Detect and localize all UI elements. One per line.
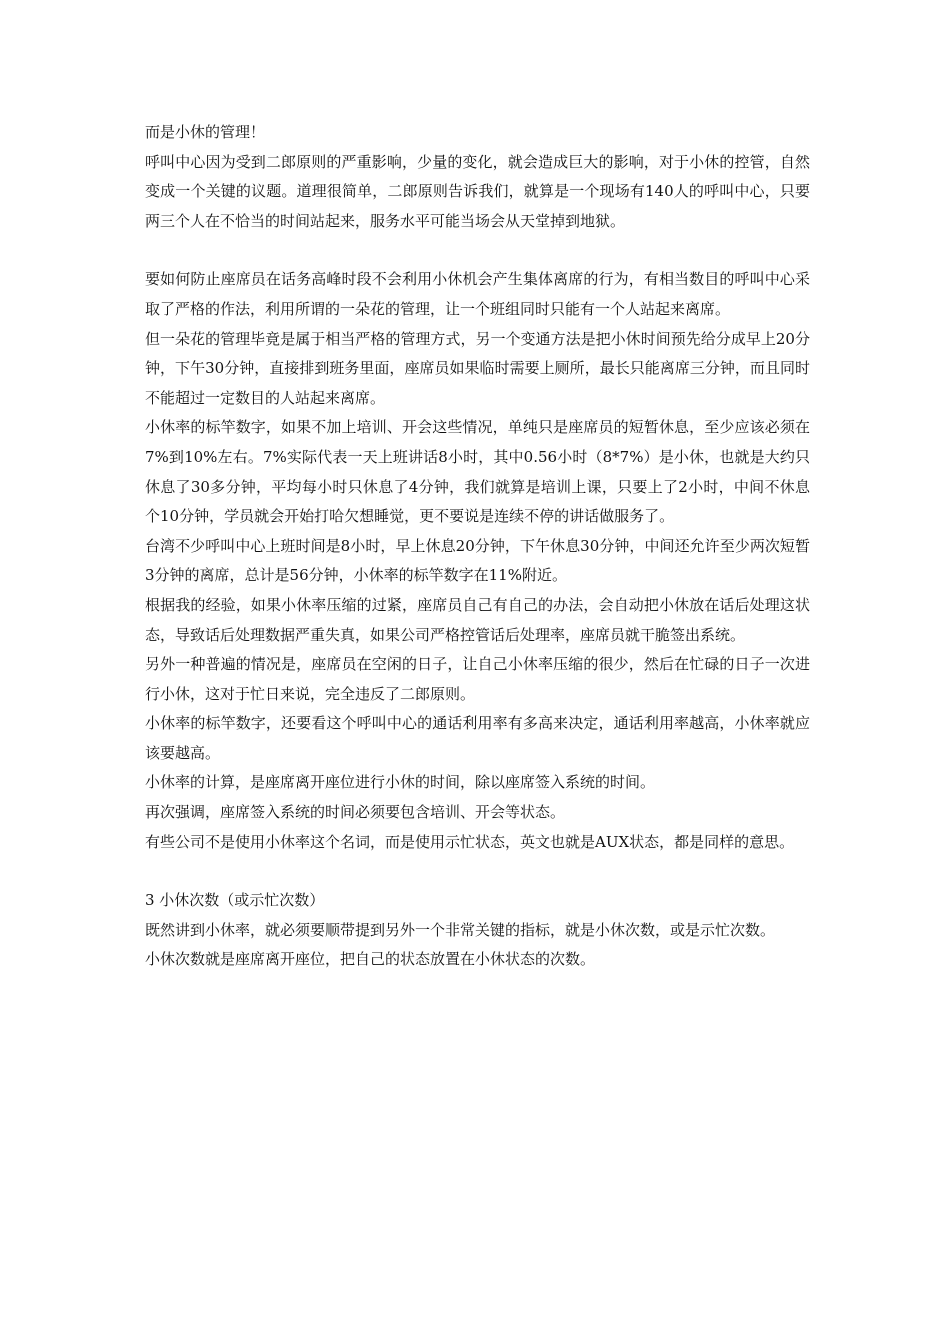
section-heading: 3 小休次数（或示忙次数） (145, 891, 325, 910)
paragraph: 小休率的计算，是座席离开座位进行小休的时间，除以座席签入系统的时间。 (145, 773, 656, 792)
paragraph-spacer (145, 857, 810, 886)
paragraph: 另外一种普遍的情况是，座席员在空闲的日子，让自己小休率压缩的很少，然后在忙碌的日子一次进行小休，这对于忙日来说，完全违反了二郎原则。 (145, 655, 810, 703)
document-body (145, 118, 810, 975)
paragraph: 小休率的标竿数字，如果不加上培训、开会这些情况，单纯只是座席员的短暂休息，至少应该必须在7%到10%左右。7%实际代表一天上班讲话8小时，其中0.56小时（8*7%）是小休，也就是大约只休息了30多分钟，平均每小时只休息了4分钟，我们就算是培训上课，只要上了2小时，中间不休息个10分钟，学员就会开始打哈欠想睡觉，更不要说是连续不停的讲话做服务了。 (145, 418, 810, 526)
paragraph: 要如何防止座席员在话务高峰时段不会利用小休机会产生集体离席的行为，有相当数目的呼叫中心采取了严格的作法，利用所谓的一朵花的管理，让一个班组同时只能有一个人站起来离席。 (145, 270, 810, 318)
paragraph: 呼叫中心因为受到二郎原则的严重影响，少量的变化，就会造成巨大的影响，对于小休的控管，自然变成一个关键的议题。道理很简单，二郎原则告诉我们，就算是一个现场有140人的呼叫中心，只要两三个人在不恰当的时间站起来，服务水平可能当场会从天堂掉到地狱。 (145, 152, 810, 230)
paragraph: 小休次数就是座席离开座位，把自己的状态放置在小休状态的次数。 (145, 950, 596, 969)
paragraph-spacer (145, 236, 810, 265)
paragraph: 但一朵花的管理毕竟是属于相当严格的管理方式，另一个变通方法是把小休时间预先给分成早上20分钟，下午30分钟，直接排到班务里面，座席员如果临时需要上厕所，最长只能离席三分钟，而且同时不能超过一定数目的人站起来离席。 (145, 329, 810, 407)
paragraph: 有些公司不是使用小休率这个名词，而是使用示忙状态，英文也就是AUX状态，都是同样的意思。 (145, 832, 795, 851)
paragraph: 再次强调，座席签入系统的时间必须要包含培训、开会等状态。 (145, 803, 566, 822)
paragraph: 既然讲到小休率，就必须要顺带提到另外一个非常关键的指标，就是小休次数，或是示忙次数。 (145, 920, 776, 939)
paragraph: 根据我的经验，如果小休率压缩的过紧，座席员自己有自己的办法，会自动把小休放在话后处理这状态，导致话后处理数据严重失真，如果公司严格控管话后处理率，座席员就干脆签出系统。 (145, 595, 810, 644)
paragraph: 小休率的标竿数字，还要看这个呼叫中心的通话利用率有多高来决定，通话利用率越高，小休率就应该要越高。 (145, 714, 810, 762)
paragraph: 而是小休的管理！ (145, 123, 266, 141)
paragraph: 台湾不少呼叫中心上班时间是8小时，早上休息20分钟，下午休息30分钟，中间还允许至少两次短暂3分钟的离席，总计是56分钟，小休率的标竿数字在11%附近。 (145, 536, 810, 585)
